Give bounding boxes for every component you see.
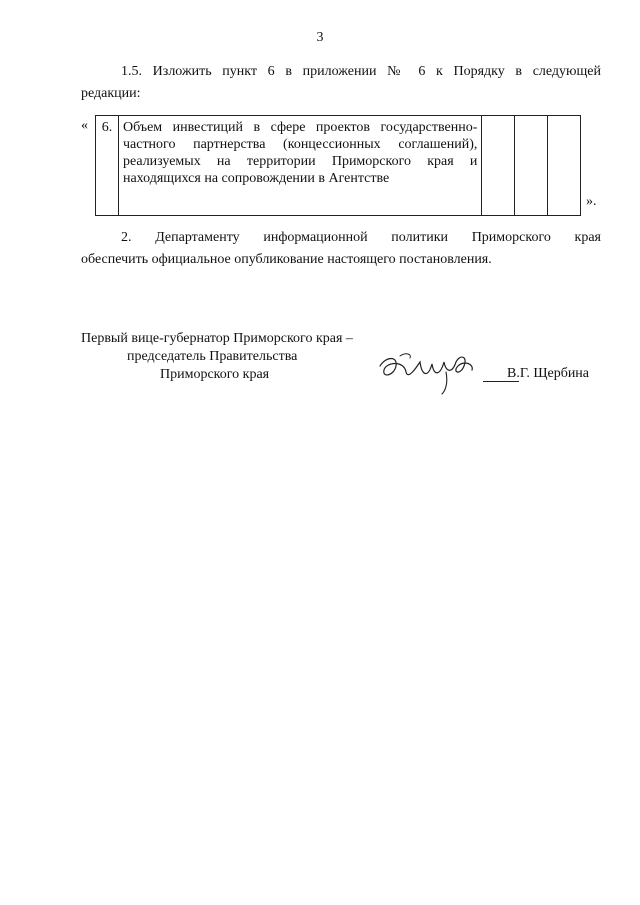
paragraph-line: 1.5. Изложить пункт 6 в приложении № 6 к Порядку в следующей (121, 64, 601, 79)
empty-cell (515, 116, 548, 216)
paragraph-line: обеспечить официальное опубликование настоящего постановления. (81, 252, 492, 267)
handwritten-signature (376, 348, 486, 398)
row-text-cell: Объем инвестиций в сфере проектов государственно-частного партнерства (концессионных соглашений), реализуемых на территории Приморского края и находящихся на сопровождении в Агентстве (118, 116, 481, 216)
paragraph-item-1-5 (81, 61, 601, 105)
empty-cell (482, 116, 515, 216)
empty-cell (548, 116, 581, 216)
paragraph-line: 2. Департаменту информационной политики Приморского края (121, 230, 601, 245)
table-row (96, 116, 581, 216)
signatory-title-line: Первый вице-губернатор Приморского края – (81, 331, 353, 346)
row-number-cell: 6. (96, 116, 119, 216)
paragraph-line: редакции: (81, 86, 141, 101)
signatory-title (81, 330, 353, 384)
opening-quote: « (81, 118, 88, 133)
signatory-title-line: председатель Правительства (127, 349, 298, 364)
page-number: 3 (316, 30, 324, 45)
inserted-table (95, 115, 581, 216)
signatory-name: В.Г. Щербина (507, 366, 590, 381)
paragraph-item-2 (81, 227, 601, 271)
closing-quote: ». (586, 194, 597, 209)
signatory-title-line: Приморского края (160, 367, 270, 382)
